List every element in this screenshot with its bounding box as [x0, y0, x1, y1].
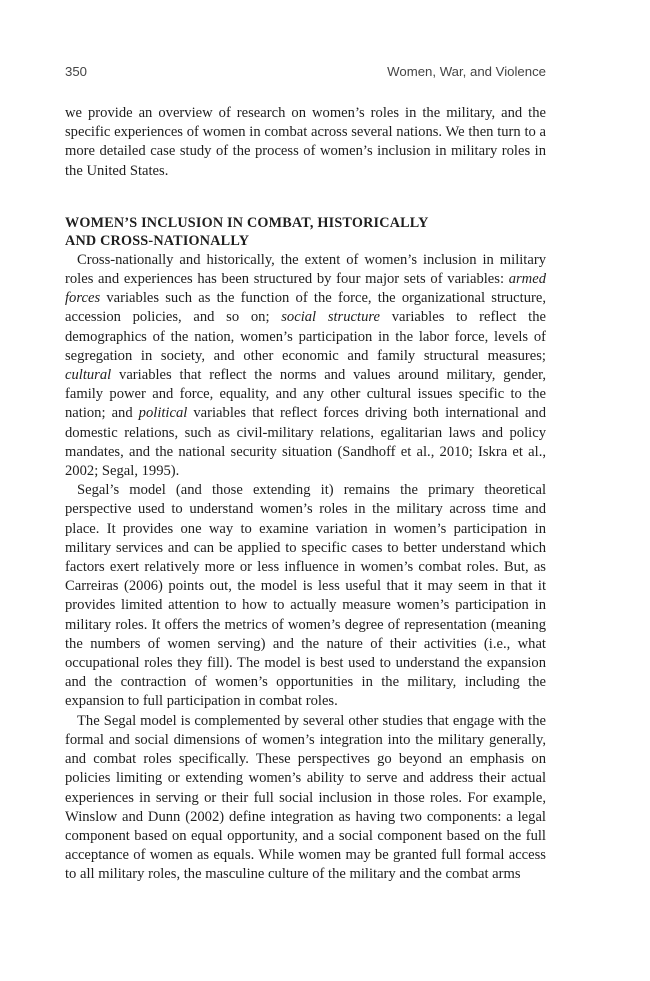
paragraph-1: [65, 251, 546, 481]
paragraph-1-italic-social-structure: social structure: [281, 309, 380, 326]
paragraph-1-text-4: variables that reflect the norms and values around military, gender, family power and force, equality, and any other cultural issues specific to the nation; and: [65, 367, 546, 422]
running-title: Women, War, and Violence: [387, 64, 546, 79]
paragraph-1-italic-political: political: [138, 405, 188, 422]
paragraph-3: The Segal model is complemented by several other studies that engage with the formal and social dimensions of women’s integration into the military generally, and combat roles specifically. These perspectives go beyond an emphasis on policies limiting or extending women’s ability to serve and address their actual experiences in serving or their full social inclusion in those roles. For example, Winslow and Dunn (2002) define integration as having two components: a legal component based on equal opportunity, and a social component based on the full acceptance of women as equals. While women may be granted full formal access to all military roles, the masculine culture of the military and the combat arms: [65, 712, 546, 883]
paragraph-1-text-3: variables to reflect the demographics of the nation, women’s participation in the labor force, levels of segregation in society, and other economic and family structural measures;: [65, 309, 546, 364]
body-text: [65, 104, 546, 885]
paragraph-2: Segal’s model (and those extending it) remains the primary theoretical perspective used to understand women’s roles in the military across time and place. It provides one way to examine variation in women’s participation in military services and can be applied to specific cases to better understand which factors exert relatively more or less influence in women’s combat roles. But, as Carreiras (2006) points out, the model is less useful that it may seem in that it provides limited attention to how to actually measure women’s participation in military roles. It offers the metrics of women’s degree of representation (meaning the numbers of women serving) and the nature of their activities (i.e., what occupational roles they fill). The model is best used to understand the expansion and the contraction of women’s opportunities in the military, including the expansion to full participation in combat roles.: [65, 482, 546, 710]
intro-paragraph: we provide an overview of research on women’s roles in the military, and the specific experiences of women in combat across several nations. We then turn to a more detailed case study of the process of women’s inclusion in military roles in the United States.: [65, 105, 546, 179]
book-page: [65, 62, 546, 885]
paragraph-1-italic-cultural: cultural: [65, 367, 112, 384]
section-heading: [65, 214, 546, 251]
section-heading-line-1: WOMEN’S INCLUSION IN COMBAT, HISTORICALLY: [65, 214, 429, 231]
paragraph-1-italic-armed-forces: armed forces: [65, 271, 546, 307]
paragraph-1-text-2: variables such as the function of the force, the organizational structure, accession policies, and so on;: [65, 290, 546, 326]
section-heading-line-2: AND CROSS-NATIONALLY: [65, 233, 250, 250]
paragraph-1-text-1: Cross-nationally and historically, the extent of women’s inclusion in military roles and experiences has been structured by four major sets of variables:: [65, 251, 546, 288]
paragraph-1-text-5: variables that reflect forces driving both international and domestic relations, such as civil-military relations, egalitarian laws and policy mandates, and the national security situation (Sandhoff et al., 2010; Iskra et al., 2002; Segal, 1995).: [65, 405, 546, 480]
page-number: 350: [65, 64, 88, 79]
running-head: [65, 62, 546, 82]
